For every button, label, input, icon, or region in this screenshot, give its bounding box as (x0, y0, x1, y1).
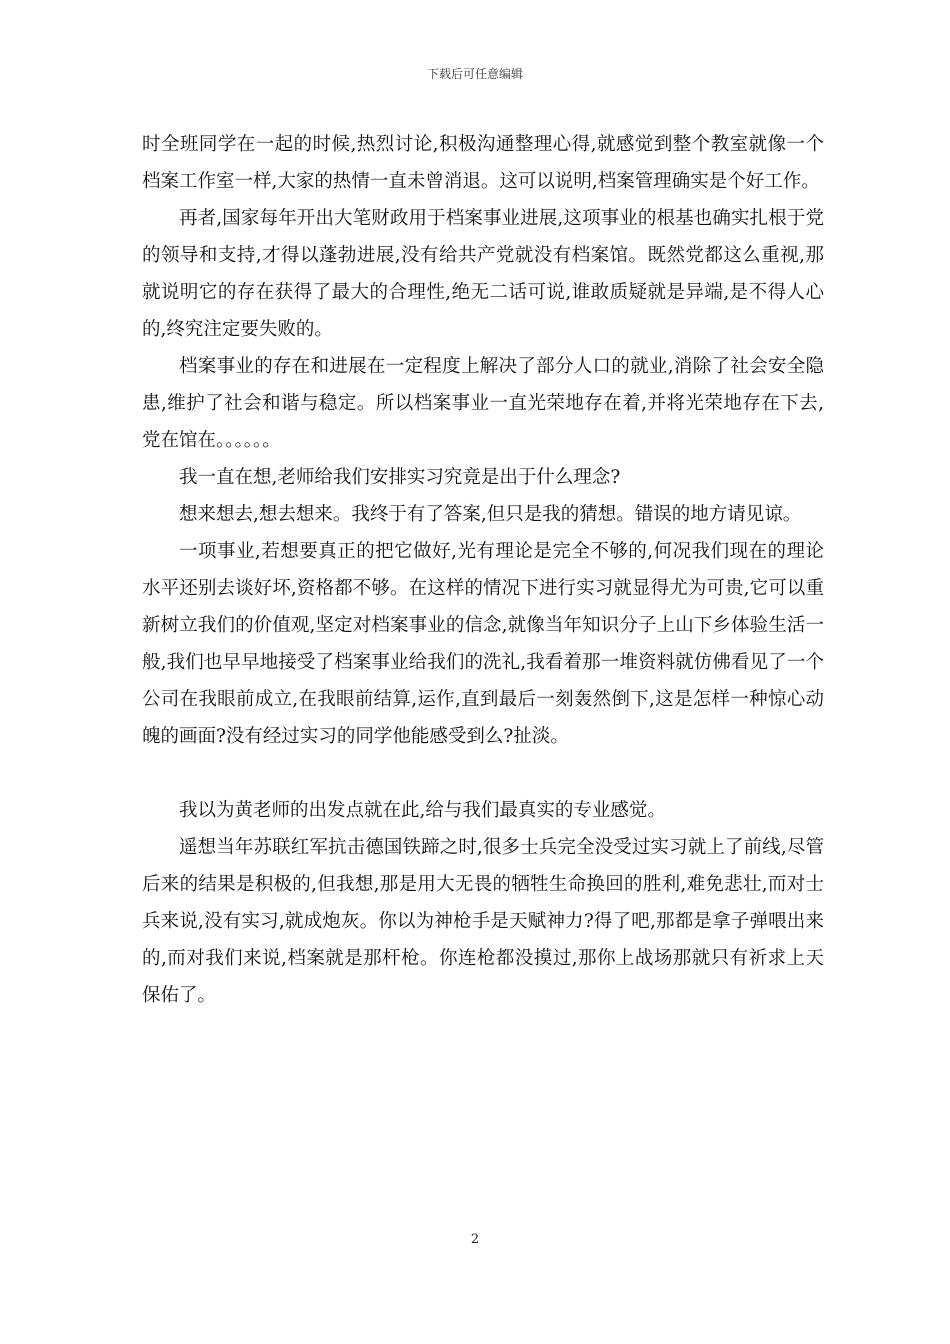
paragraph: 想来想去,想去想来。我终于有了答案,但只是我的猜想。错误的地方请见谅。 (179, 504, 802, 525)
blank-line (142, 755, 824, 792)
paragraph: 我以为黄老师的出发点就在此,给与我们最真实的专业感觉。 (179, 800, 666, 821)
paragraph: 我一直在想,老师给我们安排实习究竟是出于什么理念? (179, 467, 621, 488)
document-body (142, 126, 824, 1014)
paragraph: 一项事业,若想要真正的把它做好,光有理论是完全不够的,何况我们现在的理论水平还别去谈好坏,资格都不够。在这样的情况下进行实习就显得尤为可贵,它可以重新树立我们的价值观,坚定对档案事业的信念,就像当年知识分子上山下乡体验生活一般,我们也早早地接受了档案事业给我们的洗礼,我看着那一堆资料就仿佛看见了一个公司在我眼前成立,在我眼前结算,运作,直到最后一刻轰然倒下,这是怎样一种惊心动魄的画面?没有经过实习的同学他能感受到么?扯淡。 (142, 541, 824, 747)
paragraph-continuation: 时全班同学在一起的时候,热烈讨论,积极沟通整理心得,就感觉到整个教室就像一个档案工作室一样,大家的热情一直未曾消退。这可以说明,档案管理确实是个好工作。 (142, 134, 824, 192)
page-number: 2 (470, 1232, 480, 1247)
paragraph: 遥想当年苏联红军抗击德国铁蹄之时,很多士兵完全没受过实习就上了前线,尽管后来的结果是积极的,但我想,那是用大无畏的牺牲生命换回的胜利,难免悲壮,而对士兵来说,没有实习,就成炮灰。你以为神枪手是天赋神力?得了吧,那都是拿子弹喂出来的,而对我们来说,档案就是那杆枪。你连枪都没摸过,那你上战场那就只有祈求上天保佑了。 (142, 837, 824, 1006)
page-header: 下载后可任意编辑 (426, 67, 523, 81)
paragraph: 再者,国家每年开出大笔财政用于档案事业进展,这项事业的根基也确实扎根于党的领导和支持,才得以蓬勃进展,没有给共产党就没有档案馆。既然党都这么重视,那就说明它的存在获得了最大的合理性,绝无二话可说,谁敢质疑就是异端,是不得人心的,终究注定要失败的。 (142, 208, 824, 340)
paragraph: 档案事业的存在和进展在一定程度上解决了部分人口的就业,消除了社会安全隐患,维护了社会和谐与稳定。所以档案事业一直光荣地存在着,并将光荣地存在下去,党在馆在。。。。。。 (142, 356, 824, 451)
